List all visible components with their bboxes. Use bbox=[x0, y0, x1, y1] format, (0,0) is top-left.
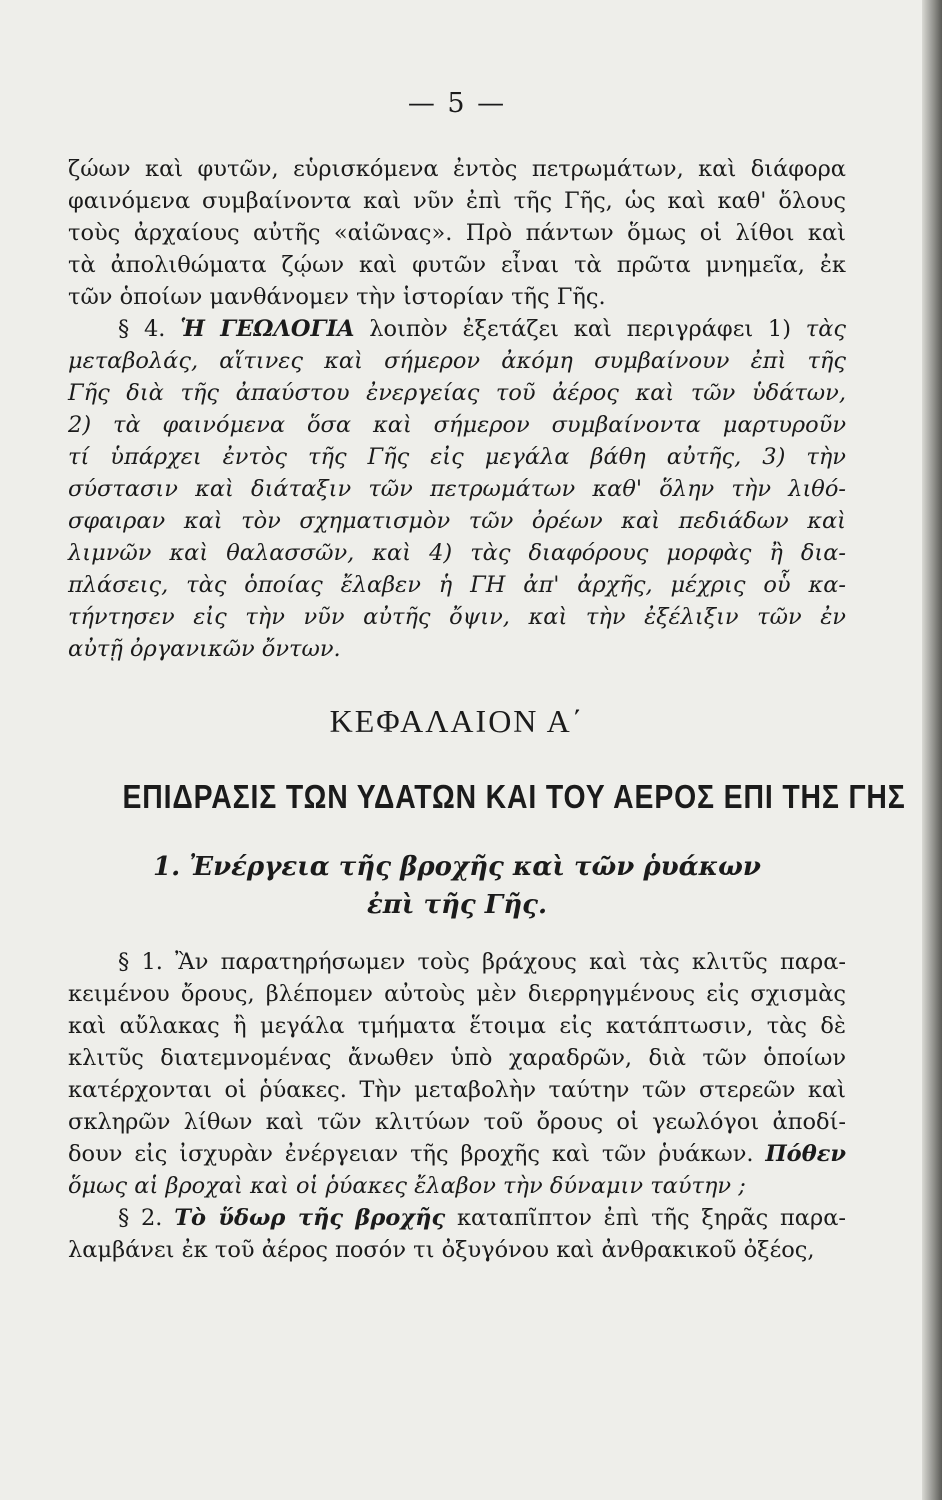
text-line: τήντησεν εἰς τὴν νῦν αὐτῆς ὄψιν, καὶ τὴν ἐξέλιξιν τῶν ἐν bbox=[68, 604, 846, 630]
text-line: 2) τὰ φαινόμενα ὅσα καὶ σήμερον συμβαίνοντα μαρτυροῦν bbox=[68, 412, 846, 438]
text-span: δουν εἰς ἰσχυρὰν ἐνέργειαν τῆς βροχῆς καὶ τῶν ῥυάκων. bbox=[68, 1141, 754, 1167]
section-heading bbox=[68, 848, 846, 924]
text-span: Πόθεν bbox=[765, 1141, 846, 1167]
text-line: πλάσεις, τὰς ὁποίας ἔλαβεν ἡ ΓΗ ἀπ' ἀρχῆς, μέχρις οὗ κα- bbox=[68, 572, 846, 598]
chapter-title: ΕΠΙΔΡΑΣΙΣ ΤΩΝ ΥΔΑΤΩΝ ΚΑΙ ΤΟΥ ΑΕΡΟΣ ΕΠΙ ΤΗΣ ΓΗΣ bbox=[122, 778, 906, 815]
paragraph-intro bbox=[68, 153, 846, 313]
paragraph-2 bbox=[68, 1202, 846, 1266]
text-line: σκληρῶν λίθων καὶ τῶν κλιτύων τοῦ ὄρους οἱ γεωλόγοι ἀποδί- bbox=[68, 1109, 846, 1135]
text-span: καταπῖπτον ἐπὶ τῆς ξηρᾶς παρα- bbox=[456, 1205, 847, 1231]
text-line: καὶ αὔλακας ἢ μεγάλα τμήματα ἕτοιμα εἰς κατάπτωσιν, τὰς δὲ bbox=[68, 1013, 846, 1039]
text-line: ὅμως αἱ βροχαὶ καὶ οἱ ῥύακες ἔλαβον τὴν δύναμιν ταύτην ; bbox=[68, 1173, 746, 1199]
section-marker: § 2. bbox=[118, 1205, 163, 1231]
chapter-label: ΚΕΦΑΛΑΙΟΝ Α΄ bbox=[329, 703, 585, 739]
section-heading-line: ἐπὶ τῆς Γῆς. bbox=[367, 890, 547, 920]
text-line bbox=[68, 1202, 846, 1234]
paragraph-4 bbox=[68, 313, 846, 665]
text-line: § 1. Ἂν παρατηρήσωμεν τοὺς βράχους καὶ τὰς κλιτῦς παρα- bbox=[118, 949, 846, 975]
text-line: σφαιραν καὶ τὸν σχηματισμὸν τῶν ὀρέων καὶ πεδιάδων καὶ bbox=[68, 508, 846, 534]
page-edge-shadow bbox=[922, 0, 942, 1500]
section-marker: § 4. bbox=[118, 316, 166, 342]
text-line: Γῆς διὰ τῆς ἀπαύστου ἐνεργείας τοῦ ἀέρος καὶ τῶν ὑδάτων, bbox=[68, 380, 846, 406]
term-rainwater: Τὸ ὕδωρ τῆς βροχῆς bbox=[174, 1205, 446, 1231]
term-geology: Ἡ ΓΕΩΛΟΓΙΑ bbox=[180, 316, 355, 342]
text-line: κλιτῦς διατεμνομένας ἄνωθεν ὑπὸ χαραδρῶν, διὰ τῶν ὁποίων bbox=[68, 1045, 846, 1071]
section-heading-line: 1. Ἐνέργεια τῆς βροχῆς καὶ τῶν ῥυάκων bbox=[153, 852, 761, 882]
text-line: τοὺς ἀρχαίους αὐτῆς «αἰῶνας». Πρὸ πάντων ὅμως οἱ λίθοι καὶ bbox=[68, 220, 846, 246]
text-line: τὰ ἀπολιθώματα ζῴων καὶ φυτῶν εἶναι τὰ πρῶτα μνημεῖα, ἐκ bbox=[68, 252, 846, 278]
text-line: τῶν ὁποίων μανθάνομεν τὴν ἱστορίαν τῆς Γῆς. bbox=[68, 284, 606, 310]
text-line: μεταβολάς, αἵτινες καὶ σήμερον ἀκόμη συμβαίνουν ἐπὶ τῆς bbox=[68, 348, 846, 374]
text-line: ζώων καὶ φυτῶν, εὑρισκόμενα ἐντὸς πετρωμάτων, καὶ διάφορα bbox=[68, 156, 846, 182]
text-line: τί ὑπάρχει ἐντὸς τῆς Γῆς εἰς μεγάλα βάθη αὐτῆς, 3) τὴν bbox=[68, 444, 846, 470]
book-page bbox=[68, 88, 906, 1266]
text-line: φαινόμενα συμβαίνοντα καὶ νῦν ἐπὶ τῆς Γῆς, ὡς καὶ καθ' ὅλους bbox=[68, 188, 846, 214]
text-span: τὰς bbox=[805, 316, 847, 342]
text-line: λιμνῶν καὶ θαλασσῶν, καὶ 4) τὰς διαφόρους μορφὰς ἢ δια- bbox=[68, 540, 846, 566]
paragraph-1 bbox=[68, 946, 846, 1202]
text-line bbox=[68, 1138, 846, 1170]
text-line: κατέρχονται οἱ ῥύακες. Τὴν μεταβολὴν ταύτην τῶν στερεῶν καὶ bbox=[68, 1077, 846, 1103]
text-line: λαμβάνει ἐκ τοῦ ἀέρος ποσόν τι ὀξυγόνου καὶ ἀνθρακικοῦ ὀξέος, bbox=[68, 1237, 815, 1263]
text-span: λοιπὸν ἐξετάζει καὶ περιγράφει 1) bbox=[369, 316, 792, 342]
text-line: αὐτῇ ὀργανικῶν ὄντων. bbox=[68, 636, 341, 662]
page-number: — 5 — bbox=[407, 88, 507, 119]
text-line bbox=[68, 313, 846, 345]
text-line: σύστασιν καὶ διάταξιν τῶν πετρωμάτων καθ' ὅλην τὴν λιθό- bbox=[68, 476, 846, 502]
text-line: κειμένου ὄρους, βλέπομεν αὐτοὺς μὲν διερρηγμένους εἰς σχισμὰς bbox=[68, 981, 846, 1007]
